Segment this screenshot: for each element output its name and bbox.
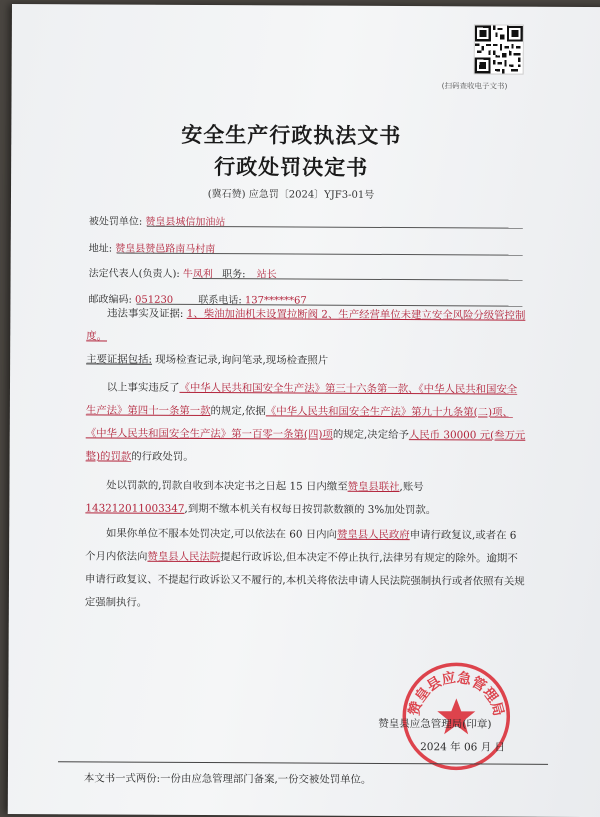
title-value: 站长 (256, 269, 277, 281)
penalty-amount: 人民币 30000 元(叁万元整)的罚款 (85, 429, 526, 463)
evidence-label: 主要证据包括: (86, 353, 153, 366)
postcode-value: 051230 (134, 294, 174, 306)
appeal-government: 赞皇县人民政府 (336, 528, 410, 542)
payment-account: 143212011003347 (85, 502, 185, 515)
decision-text-3: 的规定,决定给予 (332, 428, 409, 442)
address-value: 赞皇县赞邑路南马村南 (115, 243, 216, 256)
document-number: (冀石赞) 应急罚〔2024〕YJF3-01号 (207, 189, 375, 201)
document-title: 安全生产行政执法文书 (181, 121, 402, 149)
phone-label: 联系电话: (198, 294, 242, 307)
title-label: 职务: (222, 269, 246, 281)
payment-text-2: ,账号 (399, 481, 424, 494)
phone-value: 137******67 (244, 295, 307, 307)
violation-text: 1、柴油加油机未设置拉断阀 2、生产经营单位未建立安全风险分级管控制度。 (86, 307, 526, 343)
svg-text:赞皇县应急管理局: 赞皇县应急管理局 (406, 669, 507, 718)
payment-text-1: 处以罚款的,罚款自收到本决定书之日起 15 日内缴至 (106, 479, 348, 493)
evidence-paragraph (86, 348, 526, 373)
violation-paragraph (86, 302, 526, 350)
document-subtitle: 行政处罚决定书 (214, 154, 369, 180)
decision-text-2: 的规定,依据 (210, 405, 266, 418)
decision-law-1: 《中华人民共和国安全生产法》第三十六条第一款、《中华人民共和国安全生产法》第四十一条第一款 (85, 381, 518, 418)
postcode-label: 邮政编码: (88, 294, 132, 306)
appeal-text-1: 如果你单位不服本处罚决定,可以依法在 60 日内向 (105, 527, 338, 541)
party-value: 赞皇县城信加油站 (145, 216, 226, 229)
footer-note: 本文书一式两份:一份由应急管理部门备案,一份交被处罚单位。 (83, 772, 372, 786)
qr-code-icon[interactable] (474, 24, 524, 74)
address-label: 地址: (88, 243, 113, 255)
decision-text-4: 的行政处罚。 (131, 450, 194, 463)
appeal-text-3: 提起行政诉讼,但本决定不停止执行,法律另有规定的除外。逾期不申请行政复议、不提起行政诉讼又不履行的,本机关将依法申请人民法院强制执行或者依照有关规定强制执行。 (84, 551, 525, 609)
issue-date: 2024 年 06 月 日 (420, 741, 506, 754)
payment-bank: 赞皇县联社 (347, 480, 400, 494)
decision-text-1: 以上事实违反了 (106, 381, 180, 394)
appeal-court: 赞皇县人民法院 (147, 550, 221, 564)
decision-paragraph (86, 376, 526, 470)
payment-text-3: ,到期不缴本机关有权每日按罚款数额的 3%加处罚款。 (184, 502, 437, 517)
decision-law-2: 《中华人民共和国安全生产法》第九十九条第(二)项、《中华人民共和国安全生产法》第一百零一条第(四)项 (85, 405, 513, 441)
rep-label: 法定代表人(负责人): (88, 268, 180, 280)
appeal-paragraph (85, 522, 525, 616)
rep-value: 牛凤利 (182, 268, 213, 281)
violation-label: 违法事实及证据: (107, 307, 184, 320)
issuing-authority: 赞皇县应急管理局(印章) (378, 717, 492, 731)
payment-paragraph (85, 474, 525, 522)
evidence-text: 现场检查记录,询问笔录,现场检查照片 (155, 353, 329, 367)
party-label: 被处罚单位: (88, 216, 143, 228)
document-page (8, 4, 600, 817)
qr-caption: (扫码查收电子文书) (441, 81, 508, 91)
appeal-text-2: 申请行政复议,或者在 6 个月内依法向 (85, 529, 517, 563)
